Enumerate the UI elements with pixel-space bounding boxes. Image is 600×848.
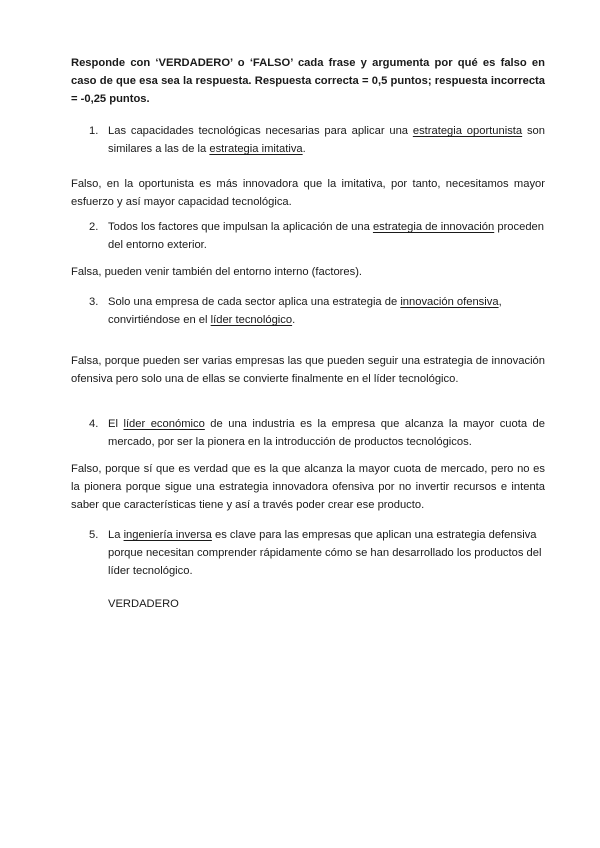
- question-text: La ingeniería inversa es clave para las empresas que aplican una estrategia defensiva porque necesitan comprender rápidamente cómo se han desarrollado los productos del líder tecnológico.: [108, 529, 542, 577]
- question-number: 3.: [89, 296, 99, 308]
- term-underlined: líder tecnológico: [210, 314, 293, 326]
- answer-paragraph-2: Falsa, pueden venir también del entorno interno (factores).: [71, 266, 363, 278]
- instructions-paragraph: Responde con ‘VERDADERO’ o ‘FALSO’ cada frase y argumenta por qué es falso en caso de que esa sea la respuesta. Respuesta correcta = 0,5 puntos; respuesta incorrecta = -0,25 puntos.: [71, 57, 545, 105]
- term-underlined: ingeniería inversa: [123, 529, 212, 541]
- question-number: 2.: [89, 221, 99, 233]
- term-underlined: estrategia de innovación: [372, 221, 495, 233]
- question-text: Solo una empresa de cada sector aplica una estrategia de innovación ofensiva, convirtiéndose en el líder tecnológico.: [108, 296, 502, 326]
- term-underlined: estrategia oportunista: [412, 125, 523, 137]
- question-text: El líder económico de una industria es la empresa que alcanza la mayor cuota de mercado, por ser la pionera en la introducción de productos tecnológicos.: [108, 418, 545, 448]
- term-underlined: estrategia imitativa: [209, 143, 303, 155]
- term-underlined: líder económico: [123, 418, 205, 430]
- answer-paragraph-1: Falso, en la oportunista es más innovadora que la imitativa, por tanto, necesitamos mayor esfuerzo y así mayor capacidad tecnológica.: [71, 178, 545, 208]
- question-text: Todos los factores que impulsan la aplicación de una estrategia de innovación proceden del entorno exterior.: [108, 221, 544, 251]
- question-number: 5.: [89, 529, 99, 541]
- answer-paragraph-4: Falso, porque sí que es verdad que es la que alcanza la mayor cuota de mercado, pero no es la pionera porque sigue una estrategia innovadora ofensiva por no invertir recursos e intenta saber que características tiene y así a través poder crear ese producto.: [71, 463, 545, 511]
- answer-paragraph-5: VERDADERO: [108, 598, 179, 610]
- answer-paragraph-3: Falsa, porque pueden ser varias empresas las que pueden seguir una estrategia de innovación ofensiva pero solo una de ellas se convierte finalmente en el líder tecnológico.: [71, 355, 545, 385]
- question-number: 4.: [89, 418, 99, 430]
- question-text: Las capacidades tecnológicas necesarias para aplicar una estrategia oportunista son similares a las de la estrategia imitativa.: [108, 125, 545, 155]
- term-underlined: innovación ofensiva: [400, 296, 499, 308]
- question-number: 1.: [89, 125, 99, 137]
